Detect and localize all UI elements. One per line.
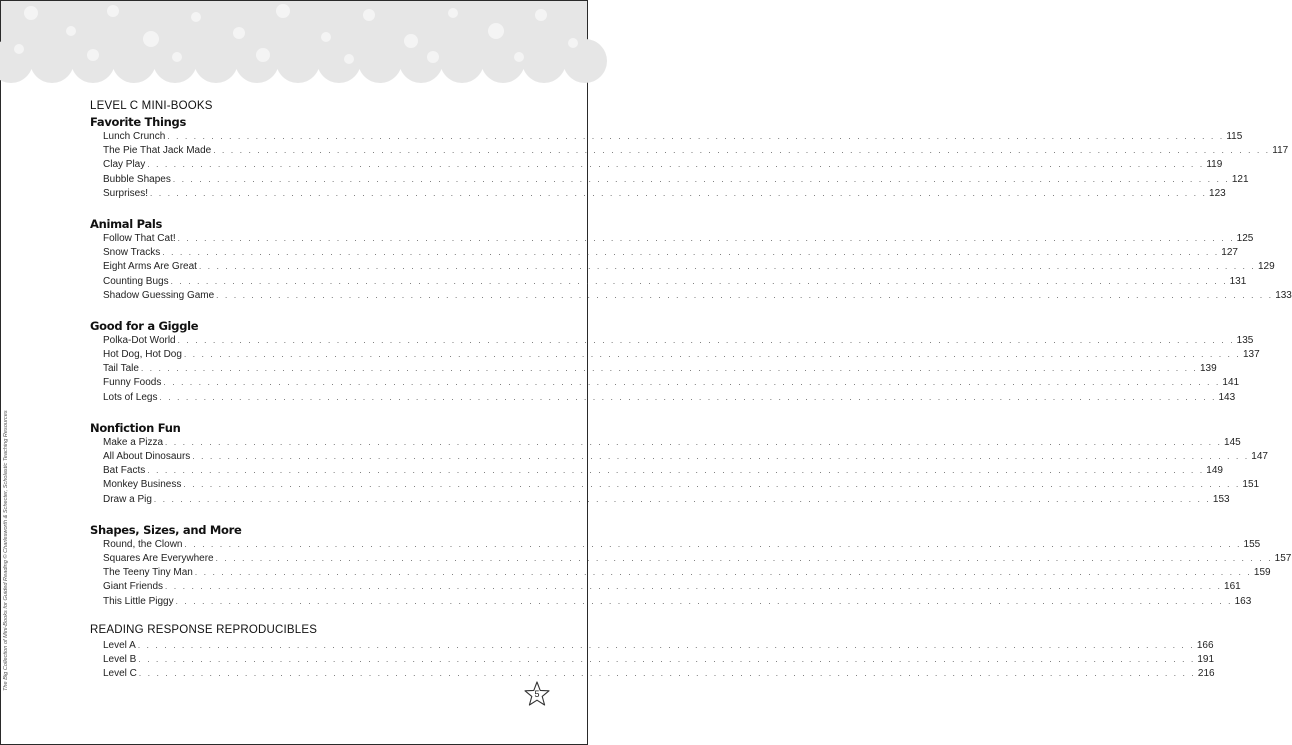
entry-page-number: 149 [1206, 465, 1223, 477]
entry-title: This Little Piggy [103, 595, 174, 607]
entry-title: Surprises! [103, 187, 149, 199]
entry-page-number: 147 [1251, 451, 1268, 462]
entry-page-number: 133 [1275, 289, 1292, 301]
toc-entry [90, 450, 1268, 464]
toc-entry [90, 173, 1249, 187]
dot-leader: . . . . . . . . . . . . . . . . . . . . . . . . . . . . . . . . . . . . . . . . . . . . . . . . . . . . . . . . . . . . . . . . . . . . . . . . . . . . . . . . . . . . . . . . . . . . . . . . . . . . . . . . . . . . . . . . . . . . . . . . [140, 364, 1198, 374]
toc-entry [90, 436, 1241, 450]
toc-entry [90, 493, 1230, 507]
entry-page-number: 155 [1243, 538, 1261, 550]
entry-title: Monkey Business [103, 479, 182, 491]
entry-page-number: 151 [1242, 479, 1260, 491]
entry-title: Bubble Shapes [103, 173, 171, 185]
reading-response-entries [90, 639, 1215, 682]
entry-title: Giant Friends [103, 581, 164, 593]
entry-page-number: 115 [1226, 131, 1243, 142]
toc-entry [90, 232, 1254, 246]
reading-response-heading: READING RESPONSE REPRODUCIBLES [90, 623, 318, 636]
toc-entry [90, 362, 1217, 376]
dot-leader: . . . . . . . . . . . . . . . . . . . . . . . . . . . . . . . . . . . . . . . . . . . . . . . . . . . . . . . . . . . . . . . . . . . . . . . . . . . . . . . . . . . . . . . . . . . . . . . . . . . . . . . . . . . . . . . . . . . . . . . . [192, 452, 1250, 461]
entry-title: Level B [103, 653, 137, 665]
entry-title: All About Dinosaurs [103, 451, 191, 462]
entry-page-number: 153 [1212, 493, 1230, 505]
toc-entry [90, 478, 1260, 492]
toc-entry [90, 595, 1252, 609]
toc-entry [90, 552, 1292, 566]
side-credit: The Big Collection of Mini-Books for Guided Reading © Charlesworth & Schecter, Scholastic Teaching Resources [3, 410, 9, 691]
dot-leader: . . . . . . . . . . . . . . . . . . . . . . . . . . . . . . . . . . . . . . . . . . . . . . . . . . . . . . . . . . . . . . . . . . . . . . . . . . . . . . . . . . . . . . . . . . . . . . . . . . . . . . . . . . . . . . . . . . . . . . . . [183, 480, 1241, 490]
entry-title: Bat Facts [103, 465, 146, 477]
toc-entry [90, 580, 1241, 594]
entry-title: Eight Arms Are Great [103, 261, 197, 273]
entry-page-number: 157 [1274, 552, 1292, 564]
toc-section [90, 114, 1289, 201]
toc-entry [90, 348, 1260, 362]
entry-title: Tail Tale [103, 363, 139, 375]
entry-title: Make a Pizza [103, 436, 164, 448]
dot-leader: . . . . . . . . . . . . . . . . . . . . . . . . . . . . . . . . . . . . . . . . . . . . . . . . . . . . . . . . . . . . . . . . . . . . . . . . . . . . . . . . . . . . . . . . . . . . . . . . . . . . . . . . . . . . . . . . . . . . . . . . [147, 466, 1205, 476]
toc-sections [90, 114, 1292, 609]
dot-leader: . . . . . . . . . . . . . . . . . . . . . . . . . . . . . . . . . . . . . . . . . . . . . . . . . . . . . . . . . . . . . . . . . . . . . . . . . . . . . . . . . . . . . . . . . . . . . . . . . . . . . . . . . . . . . . . . . . . . . . . . [215, 553, 1273, 563]
entry-title: Draw a Pig [103, 493, 152, 505]
dot-leader: . . . . . . . . . . . . . . . . . . . . . . . . . . . . . . . . . . . . . . . . . . . . . . . . . . . . . . . . . . . . . . . . . . . . . . . . . . . . . . . . . . . . . . . . . . . . . . . . . . . . . . . . . . . . . . . . . . . . . . . . [153, 494, 1211, 504]
dot-leader: . . . . . . . . . . . . . . . . . . . . . . . . . . . . . . . . . . . . . . . . . . . . . . . . . . . . . . . . . . . . . . . . . . . . . . . . . . . . . . . . . . . . . . . . . . . . . . . . . . . . . . . . . . . . . . . . . . . . . . . . [177, 335, 1235, 345]
page-number-badge [523, 680, 551, 708]
dot-leader: . . . . . . . . . . . . . . . . . . . . . . . . . . . . . . . . . . . . . . . . . . . . . . . . . . . . . . . . . . . . . . . . . . . . . . . . . . . . . . . . . . . . . . . . . . . . . . . . . . . . . . . . . . . . . . . . . . . . . . . . [138, 654, 1196, 664]
dot-leader: . . . . . . . . . . . . . . . . . . . . . . . . . . . . . . . . . . . . . . . . . . . . . . . . . . . . . . . . . . . . . . . . . . . . . . . . . . . . . . . . . . . . . . . . . . . . . . . . . . . . . . . . . . . . . . . . . . . . . . . . [150, 188, 1208, 198]
dot-leader: . . . . . . . . . . . . . . . . . . . . . . . . . . . . . . . . . . . . . . . . . . . . . . . . . . . . . . . . . . . . . . . . . . . . . . . . . . . . . . . . . . . . . . . . . . . . . . . . . . . . . . . . . . . . . . . . . . . . . . . . [165, 582, 1223, 592]
entry-title: Round, the Clown [103, 538, 183, 550]
dot-leader: . . . . . . . . . . . . . . . . . . . . . . . . . . . . . . . . . . . . . . . . . . . . . . . . . . . . . . . . . . . . . . . . . . . . . . . . . . . . . . . . . . . . . . . . . . . . . . . . . . . . . . . . . . . . . . . . . . . . . . . . [170, 276, 1228, 286]
toc-entry [90, 275, 1247, 289]
dot-leader: . . . . . . . . . . . . . . . . . . . . . . . . . . . . . . . . . . . . . . . . . . . . . . . . . . . . . . . . . . . . . . . . . . . . . . . . . . . . . . . . . . . . . . . . . . . . . . . . . . . . . . . . . . . . . . . . . . . . . . . . [213, 146, 1271, 156]
entry-page-number: 161 [1224, 581, 1241, 593]
dot-leader: . . . . . . . . . . . . . . . . . . . . . . . . . . . . . . . . . . . . . . . . . . . . . . . . . . . . . . . . . . . . . . . . . . . . . . . . . . . . . . . . . . . . . . . . . . . . . . . . . . . . . . . . . . . . . . . . . . . . . . . . [138, 669, 1196, 679]
dot-leader: . . . . . . . . . . . . . . . . . . . . . . . . . . . . . . . . . . . . . . . . . . . . . . . . . . . . . . . . . . . . . . . . . . . . . . . . . . . . . . . . . . . . . . . . . . . . . . . . . . . . . . . . . . . . . . . . . . . . . . . . [162, 248, 1220, 258]
entry-title: The Pie That Jack Made [103, 145, 212, 157]
dot-leader: . . . . . . . . . . . . . . . . . . . . . . . . . . . . . . . . . . . . . . . . . . . . . . . . . . . . . . . . . . . . . . . . . . . . . . . . . . . . . . . . . . . . . . . . . . . . . . . . . . . . . . . . . . . . . . . . . . . . . . . . [147, 160, 1205, 170]
scalloped-banner [1, 1, 587, 96]
entry-page-number: 145 [1224, 436, 1241, 448]
level-c-heading: LEVEL C MINI-BOOKS [90, 100, 213, 112]
entry-title: Clay Play [103, 159, 146, 171]
entry-page-number: 163 [1234, 595, 1252, 607]
toc-entry [90, 334, 1254, 348]
entry-title: Follow That Cat! [103, 232, 176, 244]
toc-entry [90, 144, 1289, 158]
entry-title: Counting Bugs [103, 275, 169, 287]
toc-entry [90, 187, 1226, 201]
entry-page-number: 119 [1206, 159, 1223, 171]
dot-leader: . . . . . . . . . . . . . . . . . . . . . . . . . . . . . . . . . . . . . . . . . . . . . . . . . . . . . . . . . . . . . . . . . . . . . . . . . . . . . . . . . . . . . . . . . . . . . . . . . . . . . . . . . . . . . . . . . . . . . . . . [175, 596, 1233, 606]
entry-page-number: 139 [1199, 363, 1217, 375]
entry-page-number: 123 [1209, 187, 1226, 199]
dot-leader: . . . . . . . . . . . . . . . . . . . . . . . . . . . . . . . . . . . . . . . . . . . . . . . . . . . . . . . . . . . . . . . . . . . . . . . . . . . . . . . . . . . . . . . . . . . . . . . . . . . . . . . . . . . . . . . . . . . . . . . . [167, 132, 1225, 141]
dot-leader: . . . . . . . . . . . . . . . . . . . . . . . . . . . . . . . . . . . . . . . . . . . . . . . . . . . . . . . . . . . . . . . . . . . . . . . . . . . . . . . . . . . . . . . . . . . . . . . . . . . . . . . . . . . . . . . . . . . . . . . . [194, 568, 1252, 578]
entry-title: Hot Dog, Hot Dog [103, 349, 182, 361]
section-title: Nonfiction Fun [90, 420, 181, 435]
page-number: 5 [534, 689, 540, 699]
dot-leader: . . . . . . . . . . . . . . . . . . . . . . . . . . . . . . . . . . . . . . . . . . . . . . . . . . . . . . . . . . . . . . . . . . . . . . . . . . . . . . . . . . . . . . . . . . . . . . . . . . . . . . . . . . . . . . . . . . . . . . . . [177, 233, 1235, 243]
toc-entry [90, 639, 1214, 653]
dot-leader: . . . . . . . . . . . . . . . . . . . . . . . . . . . . . . . . . . . . . . . . . . . . . . . . . . . . . . . . . . . . . . . . . . . . . . . . . . . . . . . . . . . . . . . . . . . . . . . . . . . . . . . . . . . . . . . . . . . . . . . . [183, 350, 1241, 360]
toc-entry [90, 158, 1223, 172]
entry-title: Level C [103, 668, 137, 680]
entry-page-number: 131 [1229, 275, 1247, 287]
section-title: Favorite Things [90, 115, 186, 129]
entry-title: Shadow Guessing Game [103, 289, 215, 301]
toc-entry [90, 391, 1236, 405]
entry-page-number: 135 [1236, 334, 1254, 346]
dot-leader: . . . . . . . . . . . . . . . . . . . . . . . . . . . . . . . . . . . . . . . . . . . . . . . . . . . . . . . . . . . . . . . . . . . . . . . . . . . . . . . . . . . . . . . . . . . . . . . . . . . . . . . . . . . . . . . . . . . . . . . . [184, 539, 1242, 549]
toc-entry [90, 667, 1215, 681]
entry-page-number: 129 [1257, 261, 1275, 273]
entry-title: The Teeny Tiny Man [103, 567, 193, 579]
toc-entry [90, 130, 1243, 144]
entry-title: Squares Are Everywhere [103, 552, 214, 564]
dot-leader: . . . . . . . . . . . . . . . . . . . . . . . . . . . . . . . . . . . . . . . . . . . . . . . . . . . . . . . . . . . . . . . . . . . . . . . . . . . . . . . . . . . . . . . . . . . . . . . . . . . . . . . . . . . . . . . . . . . . . . . . [163, 378, 1221, 388]
dot-leader: . . . . . . . . . . . . . . . . . . . . . . . . . . . . . . . . . . . . . . . . . . . . . . . . . . . . . . . . . . . . . . . . . . . . . . . . . . . . . . . . . . . . . . . . . . . . . . . . . . . . . . . . . . . . . . . . . . . . . . . . [137, 640, 1195, 650]
toc-entry [90, 289, 1292, 303]
toc-entry [90, 566, 1271, 580]
dot-leader: . . . . . . . . . . . . . . . . . . . . . . . . . . . . . . . . . . . . . . . . . . . . . . . . . . . . . . . . . . . . . . . . . . . . . . . . . . . . . . . . . . . . . . . . . . . . . . . . . . . . . . . . . . . . . . . . . . . . . . . . [165, 437, 1223, 447]
entry-page-number: 121 [1231, 173, 1249, 185]
section-title: Good for a Giggle [90, 318, 199, 333]
section-title: Animal Pals [90, 216, 163, 231]
entry-title: Snow Tracks [103, 247, 161, 259]
toc-entry [90, 246, 1238, 260]
toc-entry [90, 653, 1215, 667]
dot-leader: . . . . . . . . . . . . . . . . . . . . . . . . . . . . . . . . . . . . . . . . . . . . . . . . . . . . . . . . . . . . . . . . . . . . . . . . . . . . . . . . . . . . . . . . . . . . . . . . . . . . . . . . . . . . . . . . . . . . . . . . [216, 290, 1274, 300]
entry-page-number: 216 [1197, 668, 1215, 680]
table-of-contents [90, 100, 1292, 681]
entry-title: Level A [103, 639, 136, 651]
toc-entry [90, 376, 1240, 390]
entry-page-number: 191 [1197, 653, 1215, 665]
dot-leader: . . . . . . . . . . . . . . . . . . . . . . . . . . . . . . . . . . . . . . . . . . . . . . . . . . . . . . . . . . . . . . . . . . . . . . . . . . . . . . . . . . . . . . . . . . . . . . . . . . . . . . . . . . . . . . . . . . . . . . . . [159, 392, 1217, 402]
toc-section [90, 216, 1292, 303]
toc-entry [90, 260, 1275, 274]
toc-entry [90, 538, 1261, 552]
entry-page-number: 137 [1242, 349, 1260, 361]
section-title: Shapes, Sizes, and More [90, 522, 242, 537]
entry-page-number: 141 [1222, 377, 1240, 389]
entry-title: Polka-Dot World [103, 334, 176, 346]
toc-section [90, 318, 1260, 405]
dot-leader: . . . . . . . . . . . . . . . . . . . . . . . . . . . . . . . . . . . . . . . . . . . . . . . . . . . . . . . . . . . . . . . . . . . . . . . . . . . . . . . . . . . . . . . . . . . . . . . . . . . . . . . . . . . . . . . . . . . . . . . . [172, 174, 1230, 184]
entry-page-number: 143 [1218, 391, 1236, 403]
dot-leader: . . . . . . . . . . . . . . . . . . . . . . . . . . . . . . . . . . . . . . . . . . . . . . . . . . . . . . . . . . . . . . . . . . . . . . . . . . . . . . . . . . . . . . . . . . . . . . . . . . . . . . . . . . . . . . . . . . . . . . . . [198, 262, 1256, 272]
entry-page-number: 127 [1221, 247, 1238, 259]
toc-entry [90, 464, 1223, 478]
entry-title: Lots of Legs [103, 391, 158, 403]
entry-title: Funny Foods [103, 377, 162, 389]
entry-page-number: 166 [1196, 639, 1214, 651]
entry-page-number: 117 [1272, 145, 1289, 157]
entry-page-number: 125 [1236, 232, 1254, 244]
toc-section [90, 522, 1292, 609]
toc-section [90, 420, 1268, 507]
entry-title: Lunch Crunch [103, 131, 166, 142]
entry-page-number: 159 [1253, 567, 1271, 579]
